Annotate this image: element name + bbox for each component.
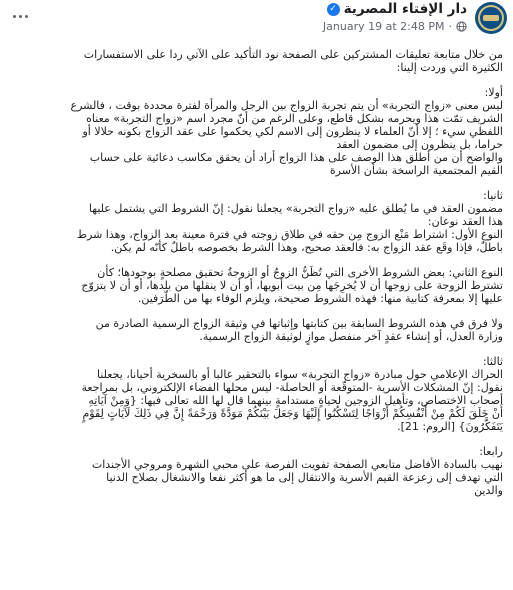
page-avatar[interactable] (475, 2, 507, 34)
post-paragraph: من خلال متابعة تعليقات المشتركين على الصفحة نود التأكيد على الآتي ردا على الاستفسارات الكثيرة التي وردت إلينا: (83, 48, 503, 74)
post-paragraph: ثالثا: الحراك الإعلامي حول مبادرة «زواج التجربة» سواء بالتحقير غالبا أو بالسخرية أحيانا، يجعلنا نقول: إنّ المشكلات الأسرية -المتوقّعة أو الحاصلة- ليس محلها الفضاء الإلكتروني، بل بمراجعة أصحاب الاختصاص، وتأهيل الزوجين لحياةٍ مستدامةٍ بينهما قال لها الله تعالى فيها: {وَمِنْ آيَاتِهِ أَنْ خَلَقَ لَكُمْ مِنْ أَنْفُسِكُمْ أَزْوَاجًا لِتَسْكُنُوا إِلَيْهَا وَجَعَلَ بَيْنَكُمْ مَوَدَّةً وَرَحْمَةً إِنَّ فِي ذَلِكَ لَآيَاتٍ لِقَوْمٍ يَتَفَكَّرُونَ} [الروم: 21]. (81, 355, 503, 433)
post-paragraph: رابعا: نهيب بالسادة الأفاضل متابعي الصفحة تفويت الفرصة على محبي الشهرة ومروجي الأجندات التي تهدف إلى زعزعة القيم الأسرية والانتقال إلى ما هو أكثر نفعا والانشغال بصلاح الدنيا والدين (91, 445, 503, 497)
post-paragraph: ولا فرق في هذه الشروط السابقة بين كتابتها وإثباتها في وثيقة الزواج الرسمية الصادرة من وزارة العدل، أو إنشاء عقدٍ آخر منفصل موازٍ لوثيقة الزواج الرسمية. (95, 317, 503, 343)
page-name[interactable]: دار الإفتاء المصرية (343, 1, 467, 17)
page-name-link[interactable] (327, 1, 467, 17)
verified-badge-icon: ✓ (327, 3, 340, 16)
post-header (0, 0, 513, 44)
globe-icon (456, 21, 467, 32)
post-paragraph: النوع الثاني: بعض الشروط الأخرى التي تُظَنُّ الزوجُ أو الزوجةُ تحقيق مصلحةٍ بوجودها؛ كأن تشترط الزوجة على زوجها أن لا يُخرِجَها مِن بيت أبويها، أو أن لا ينقلها من بلدها، أو أن لا يتزوّج عليها إلا بمعرفة كتابية منها: فهذه الشروط صحيحة، ويلزم الوفاء بها من الطّرَفين. (81, 266, 503, 305)
avatar-emblem (483, 15, 499, 21)
post-paragraph: ثانيا: مضمون العقد في ما يُطلق عليه «زواج التجربة» يجعلنا نقول: إنّ الشروط التي يشتمل عليها هذا العقد نوعان: النوع الأول: اشتراط مَنْع الزوج مِن حقه في طلاق زوجته في فترة معينة بعد الزواج، وهذا شرط باطلٌ، فإذا وقَع عقد الزواج به: فالعقد صحيح، وهذا الشرط بخصوصه باطلٌ كأنّه لم يكن. (76, 189, 503, 254)
meta-separator: · (448, 20, 452, 33)
more-options-icon[interactable] (10, 8, 30, 24)
post-body (6, 48, 503, 497)
post-timestamp[interactable]: January 19 at 2:48 PM (322, 20, 445, 33)
post-paragraph: أولا: ليس معنى «زواج التجربة» أن يتم تجربة الزواج بين الرجل والمرأة لفترة محددة بوقت ، فالشرع الشريف تمّت هذا ويحرمه بشكل قاطع، وعلى الرغم من أنّ مجرد اسم «زواج التجربة» معناه اللفظي سيء ؛ إلا أنّ العلماء لا ينظرون إلى الاسم لكي يحكموا على عقد الزواج بكونه حلالا أو حراما، بل ينظرون إلى مضمون العقد والواضح أن من أطلق هذا الوصف على هذا الزواج أراد أن يحقق مكاسب دعائية على حساب القيم المجتمعية الراسخة بشأن الأسرة (70, 86, 503, 177)
post-meta (323, 20, 467, 33)
